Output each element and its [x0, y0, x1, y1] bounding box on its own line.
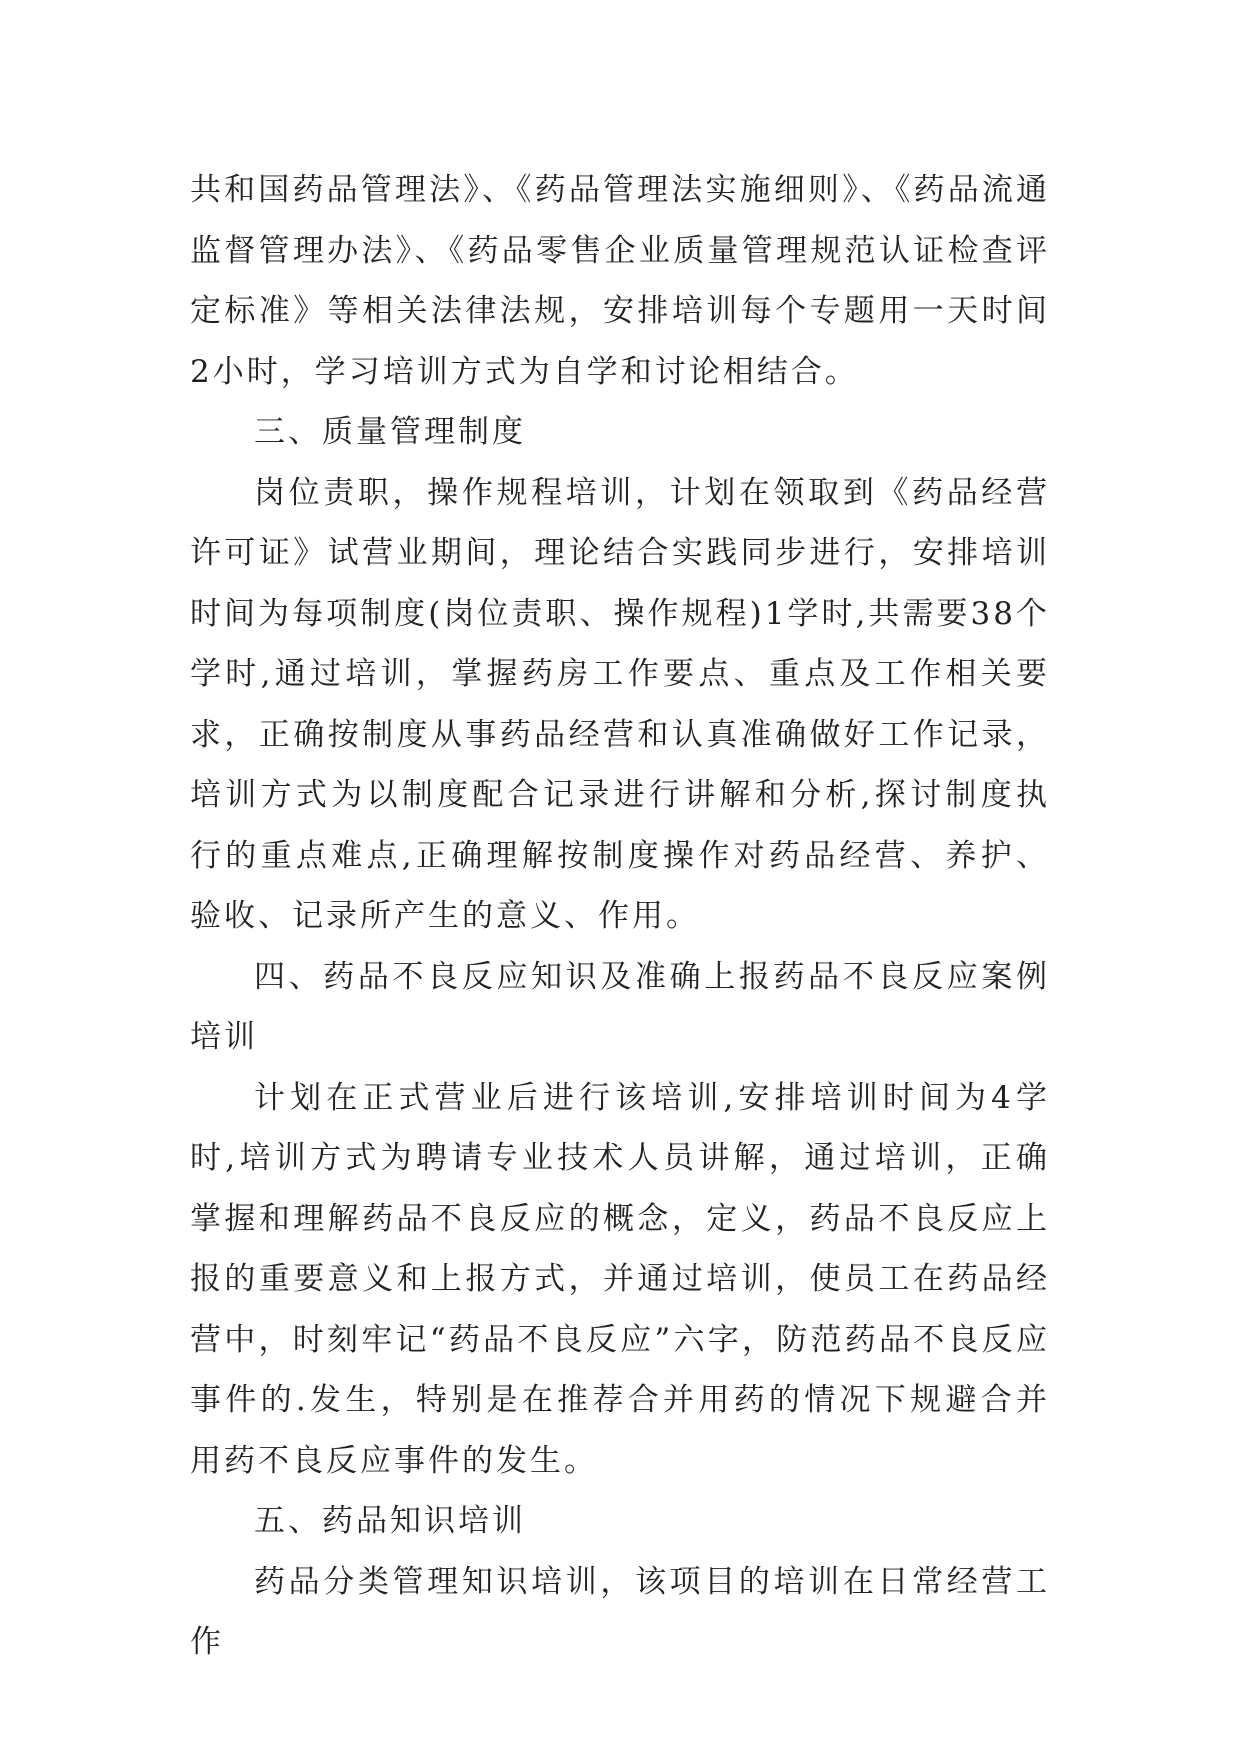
paragraph-drug-knowledge: 药品分类管理知识培训，该项目的培训在日常经营工作 — [190, 1563, 1050, 1660]
paragraph-quality-management: 岗位责职，操作规程培训，计划在领取到《药品经营许可证》试营业期间，理论结合实践同步进行，安排培训时间为每项制度(岗位责职、操作规程)1学时,共需要38个学时,通过培训，掌握药房工作要点、重点及工作相关要求，正确按制度从事药品经营和认真准确做好工作记录，培训方式为以制度配合记录进行讲解和分析,探讨制度执行的重点难点,正确理解按制度操作对药品经营、养护、验收、记录所产生的意义、作用。 — [190, 474, 1050, 934]
section-heading-adverse-reaction: 四、药品不良反应知识及准确上报药品不良反应案例培训 — [190, 958, 1050, 1055]
paragraph-adverse-reaction: 计划在正式营业后进行该培训,安排培训时间为4学时,培训方式为聘请专业技术人员讲解，通过培训，正确掌握和理解药品不良反应的概念，定义，药品不良反应上报的重要意义和上报方式，并通过培训，使员工在药品经营中，时刻牢记“药品不良反应”六字，防范药品不良反应事件的.发生，特别是在推荐合并用药的情况下规避合并用药不良反应事件的发生。 — [190, 1079, 1050, 1479]
document-body — [190, 160, 1050, 1673]
section-heading-drug-knowledge: 五、药品知识培训 — [254, 1503, 526, 1539]
section-heading-quality-management: 三、质量管理制度 — [254, 414, 526, 450]
paragraph-laws-continuation: 共和国药品管理法》、《药品管理法实施细则》、《药品流通监督管理办法》、《药品零售企业质量管理规范认证检查评定标准》等相关法律法规，安排培训每个专题用一天时间2小时，学习培训方式为自学和讨论相结合。 — [190, 172, 1050, 390]
